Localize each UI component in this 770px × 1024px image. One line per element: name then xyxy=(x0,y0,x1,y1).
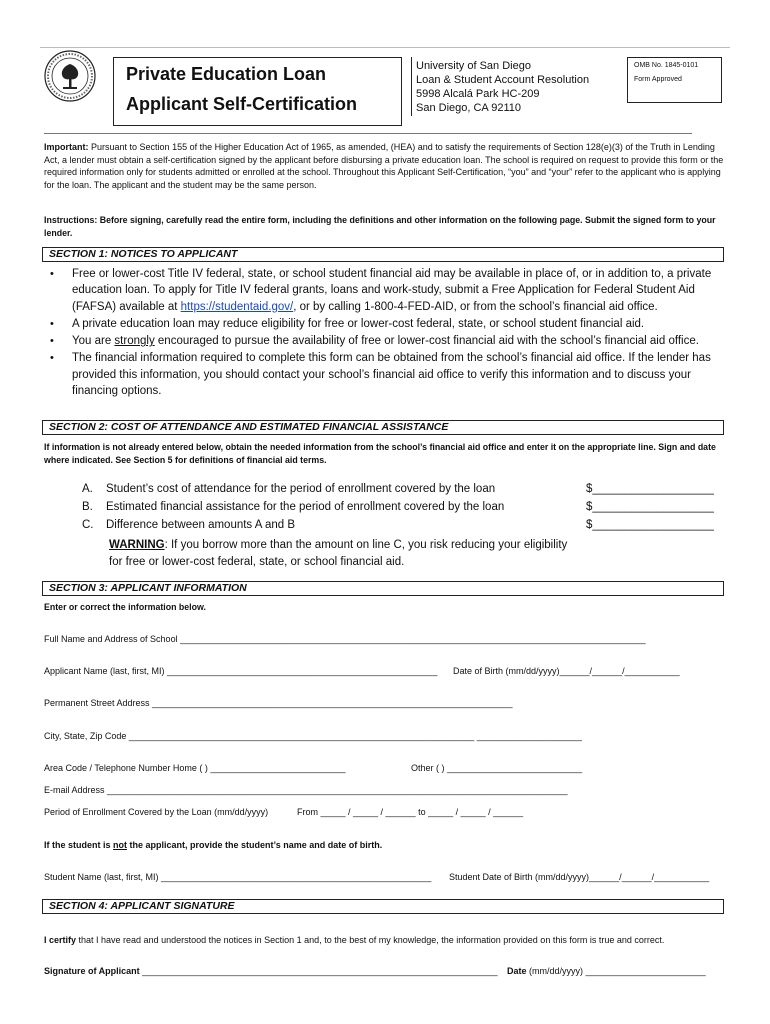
student-note-text: If the student is xyxy=(44,840,114,850)
notices-list xyxy=(48,266,718,400)
student-note xyxy=(44,840,382,850)
certification-statement xyxy=(44,935,664,945)
section3-heading: SECTION 3: APPLICANT INFORMATION xyxy=(42,581,724,596)
applicant-name-field[interactable]: Applicant Name (last, first, MI) ______________________________________________________ xyxy=(44,666,438,676)
street-address-field[interactable]: Permanent Street Address ________________________________________________________________________ xyxy=(44,698,513,708)
item-c-text: Difference between amounts A and B xyxy=(106,519,296,531)
notice-text: You are xyxy=(72,335,115,348)
student-name-field[interactable]: Student Name (last, first, MI) ______________________________________________________ xyxy=(44,872,432,882)
school-field[interactable]: Full Name and Address of School _____________________________________________________________________________________________ xyxy=(44,634,646,644)
city-state-zip-field[interactable]: City, State, Zip Code _____________________________________________________________________ _____________________ xyxy=(44,731,582,741)
section4-heading: SECTION 4: APPLICANT SIGNATURE xyxy=(42,899,724,914)
other-phone-field[interactable]: Other ( ) ___________________________ xyxy=(411,763,583,773)
student-note-emphasis: not xyxy=(113,840,128,850)
certify-text: that I have read and understood the notices in Section 1 and, to the best of my knowledge, the information provided on this form is true and correct. xyxy=(76,935,665,945)
item-a-text: Student’s cost of attendance for the period of enrollment covered by the loan xyxy=(106,483,496,495)
studentaid-link[interactable]: https://studentaid.gov/ xyxy=(180,300,294,313)
item-c-amount-field[interactable]: $___________________ xyxy=(586,519,714,531)
university-street: 5998 Alcalá Park HC-209 xyxy=(416,88,540,100)
emphasis-text: strongly xyxy=(114,335,155,348)
notice-text: , or by calling 1-800-4-FED-AID, or from the school’s financial aid office. xyxy=(293,300,658,313)
notice-text: A private education loan may reduce eligibility for free or lower-cost federal, state, or school student financial aid. xyxy=(72,317,645,330)
list-item xyxy=(48,316,718,332)
notice-text: encouraged to pursue the availability of free or lower-cost financial aid with the school’s financial aid office. xyxy=(154,335,699,348)
important-text: Pursuant to Section 155 of the Higher Education Act of 1965, as amended, (HEA) and to satisfy the requirements of Section 128(e)(3) of the Truth in Lending Act, a lender must obtain a self-certification signed by the applicant before disbursing a private education loan. The school is required on request to provide this form or the required information only for students admitted or enrolled at the school. Throughout this Applicant Self-Certification, “you” and “your” refer to the applicant who is applying for the loan. The applicant and the student may be the same person. xyxy=(44,142,724,190)
item-a-letter: A. xyxy=(82,483,93,495)
item-b-letter: B. xyxy=(82,501,93,513)
list-item xyxy=(48,266,718,315)
student-note-text: the applicant, provide the student’s name and date of birth. xyxy=(127,840,383,850)
university-city: San Diego, CA 92110 xyxy=(416,102,521,114)
important-paragraph xyxy=(44,141,724,191)
enrollment-period-label: Period of Enrollment Covered by the Loan (mm/dd/yyyy) xyxy=(44,807,269,817)
item-b-amount-field[interactable]: $___________________ xyxy=(586,501,714,513)
header-divider xyxy=(44,133,692,134)
home-phone-field[interactable]: Area Code / Telephone Number Home ( ) ___________________________ xyxy=(44,763,346,773)
signature-date-field[interactable] xyxy=(507,966,706,976)
item-a-amount-field[interactable]: $___________________ xyxy=(586,483,714,495)
warning-line1 xyxy=(109,539,567,551)
date-line[interactable]: (mm/dd/yyyy) ________________________ xyxy=(526,966,706,976)
email-field[interactable]: E-mail Address ____________________________________________________________________________________________ xyxy=(44,785,568,795)
department-seal-icon xyxy=(44,50,96,102)
student-dob-field[interactable]: Student Date of Birth (mm/dd/yyyy)______/______/___________ xyxy=(449,872,710,882)
form-approved-label: Form Approved xyxy=(634,76,682,83)
enrollment-period-field[interactable]: From _____ / _____ / ______ to _____ / _____ / ______ xyxy=(297,807,524,817)
section3-note: Enter or correct the information below. xyxy=(44,602,206,612)
list-item xyxy=(48,333,718,349)
university-name: University of San Diego xyxy=(416,60,531,72)
section2-note: If information is not already entered below, obtain the needed information from the school’s financial aid office and enter it on the appropriate line. Sign and date where indicated. See Section 5 for definitions of financial aid terms. xyxy=(44,442,716,465)
signature-label: Signature of Applicant xyxy=(44,966,140,976)
instructions-text: Instructions: Before signing, carefully read the entire form, including the definitions and other information on the following page. Submit the signed form to your lender. xyxy=(44,215,716,238)
important-label: Important: xyxy=(44,142,89,152)
form-title-line1: Private Education Loan xyxy=(126,64,327,84)
warning-label: WARNING xyxy=(109,539,165,551)
signature-line[interactable]: _______________________________________________________________________ xyxy=(139,966,498,976)
certify-label: I certify xyxy=(44,935,77,945)
item-c-letter: C. xyxy=(82,519,94,531)
form-title-line2: Applicant Self-Certification xyxy=(126,94,358,114)
notice-text: The financial information required to complete this form can be obtained from the school’s financial aid office. If the lender has provided this information, you should contact your school’s financial aid office to verify this information and to discuss your financing options. xyxy=(72,352,711,398)
date-of-birth-field[interactable]: Date of Birth (mm/dd/yyyy)______/______/___________ xyxy=(453,666,680,676)
warning-line2: for free or lower-cost federal, state, or school financial aid. xyxy=(109,556,405,568)
warning-text: : If you borrow more than the amount on line C, you risk reducing your eligibility xyxy=(164,539,568,551)
notice-text: Free or lower-cost Title IV federal, state, or school student financial aid may be available in place of, or in addition to, a private education loan. To apply for Title IV federal grants, loans and work-study, submit a Free Application for Federal Student Aid (FAFSA) available at xyxy=(72,268,712,313)
omb-number: OMB No. 1845-0101 xyxy=(634,62,699,69)
top-rule xyxy=(40,47,730,48)
section1-heading: SECTION 1: NOTICES TO APPLICANT xyxy=(42,247,724,262)
signature-field[interactable] xyxy=(44,966,498,976)
section2-heading: SECTION 2: COST OF ATTENDANCE AND ESTIMATED FINANCIAL ASSISTANCE xyxy=(42,420,724,435)
date-label: Date xyxy=(507,966,527,976)
university-office: Loan & Student Account Resolution xyxy=(416,74,590,86)
list-item xyxy=(48,350,718,399)
item-b-text: Estimated financial assistance for the period of enrollment covered by the loan xyxy=(106,501,505,513)
